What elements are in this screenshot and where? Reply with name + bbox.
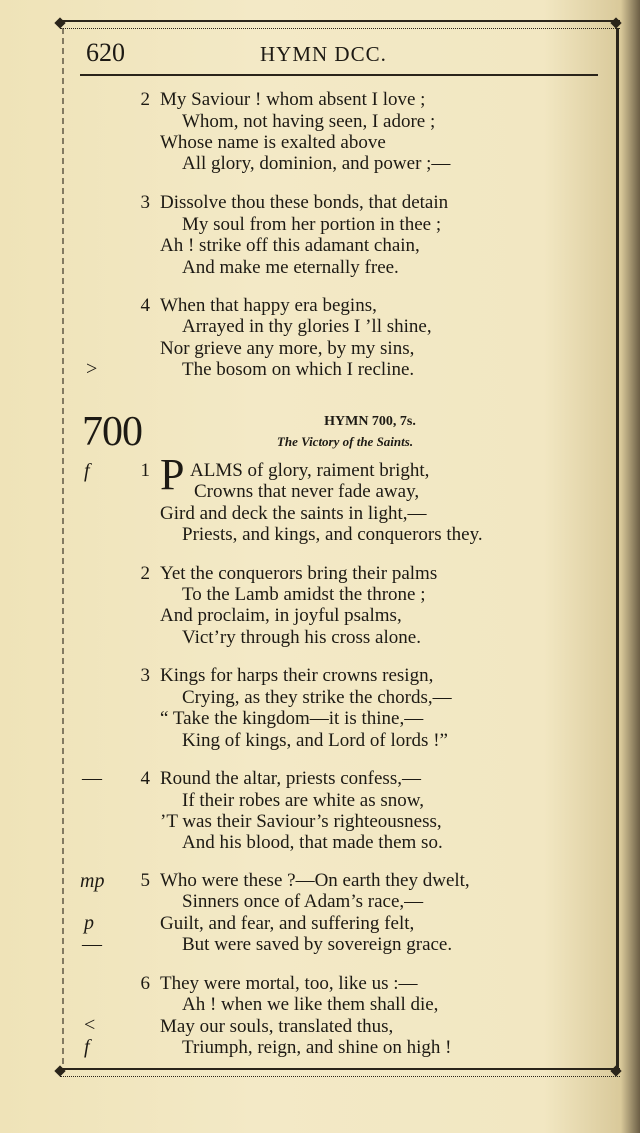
dynamic-mark: p bbox=[84, 912, 94, 934]
verse-line: May our souls, translated thus, bbox=[160, 1016, 394, 1037]
hymn-number: 700 bbox=[82, 409, 142, 455]
header-rule bbox=[80, 74, 598, 76]
verse-line: The bosom on which I recline. bbox=[182, 359, 415, 380]
verse-line: All glory, dominion, and power ;— bbox=[182, 153, 451, 174]
verse-line: Crowns that never fade away, bbox=[194, 481, 420, 502]
verse-line: Vict’ry through his cross alone. bbox=[182, 627, 421, 648]
verse-line: ’T was their Saviour’s righteousness, bbox=[160, 811, 442, 832]
stanza-number: 6 bbox=[140, 973, 150, 994]
verse-line: ALMS of glory, raiment bright, bbox=[190, 460, 430, 481]
verse-line: If their robes are white as snow, bbox=[182, 790, 424, 811]
stanza-number: 4 bbox=[140, 295, 150, 316]
page-number: 620 bbox=[86, 38, 125, 67]
dynamic-mark: mp bbox=[80, 870, 105, 892]
verse-line: But were saved by sovereign grace. bbox=[182, 934, 453, 955]
dynamic-mark: — bbox=[82, 933, 102, 955]
verse-line: Who were these ?—On earth they dwelt, bbox=[160, 870, 470, 891]
verse-line: They were mortal, too, like us :— bbox=[160, 973, 418, 994]
verse-line: Gird and deck the saints in light,— bbox=[160, 503, 427, 524]
verse-line: Nor grieve any more, by my sins, bbox=[160, 338, 415, 359]
stanza-number: 2 bbox=[140, 563, 150, 584]
stanza-number: 2 bbox=[140, 89, 150, 110]
verse-line: When that happy era begins, bbox=[160, 295, 377, 316]
verse-line: Ah ! strike off this adamant chain, bbox=[160, 235, 420, 256]
verse-line: My Saviour ! whom absent I love ; bbox=[160, 89, 426, 110]
verse-line: Crying, as they strike the chords,— bbox=[182, 687, 452, 708]
verse-line: Arrayed in thy glories I ’ll shine, bbox=[182, 316, 432, 337]
stanza-number: 3 bbox=[140, 665, 150, 686]
verse-line: Dissolve thou these bonds, that detain bbox=[160, 192, 449, 213]
verse-line: Round the altar, priests confess,— bbox=[160, 768, 421, 789]
verse-line: To the Lamb amidst the throne ; bbox=[182, 584, 426, 605]
dynamic-mark: > bbox=[86, 358, 98, 380]
dynamic-mark: f bbox=[84, 460, 90, 482]
top-border-rule bbox=[60, 20, 620, 29]
verse-line: And proclaim, in joyful psalms, bbox=[160, 605, 402, 626]
bottom-border-rule bbox=[60, 1068, 620, 1077]
dynamic-mark: — bbox=[82, 767, 102, 789]
verse-line: My soul from her portion in thee ; bbox=[182, 214, 442, 235]
dynamic-mark: < bbox=[84, 1014, 96, 1036]
verse-line: Kings for harps their crowns resign, bbox=[160, 665, 434, 686]
verse-line: Whom, not having seen, I adore ; bbox=[182, 111, 436, 132]
verse-line: “ Take the kingdom—it is thine,— bbox=[160, 708, 424, 729]
verse-line: And his blood, that made them so. bbox=[182, 832, 443, 853]
verse-line: Priests, and kings, and conquerors they. bbox=[182, 524, 483, 545]
verse-line: Sinners once of Adam’s race,— bbox=[182, 891, 424, 912]
hymn-title: HYMN 700, 7s. bbox=[324, 414, 416, 429]
drop-cap: P bbox=[160, 450, 185, 499]
right-border-rule bbox=[616, 28, 619, 1070]
stanza-number: 1 bbox=[140, 460, 150, 481]
verse-line: Guilt, and fear, and suffering felt, bbox=[160, 913, 415, 934]
stanza-number: 5 bbox=[140, 870, 150, 891]
verse-line: King of kings, and Lord of lords !” bbox=[182, 730, 448, 751]
stanza-number: 4 bbox=[140, 768, 150, 789]
stanza-number: 3 bbox=[140, 192, 150, 213]
left-border-rule bbox=[62, 28, 64, 1068]
verse-line: Ah ! when we like them shall die, bbox=[182, 994, 439, 1015]
verse-line: Yet the conquerors bring their palms bbox=[160, 563, 438, 584]
verse-line: And make me eternally free. bbox=[182, 257, 399, 278]
dynamic-mark: f bbox=[84, 1036, 90, 1058]
running-head: HYMN DCC. bbox=[260, 42, 387, 66]
verse-line: Whose name is exalted above bbox=[160, 132, 386, 153]
verse-line: Triumph, reign, and shine on high ! bbox=[182, 1037, 452, 1058]
hymn-subtitle: The Victory of the Saints. bbox=[276, 434, 414, 449]
